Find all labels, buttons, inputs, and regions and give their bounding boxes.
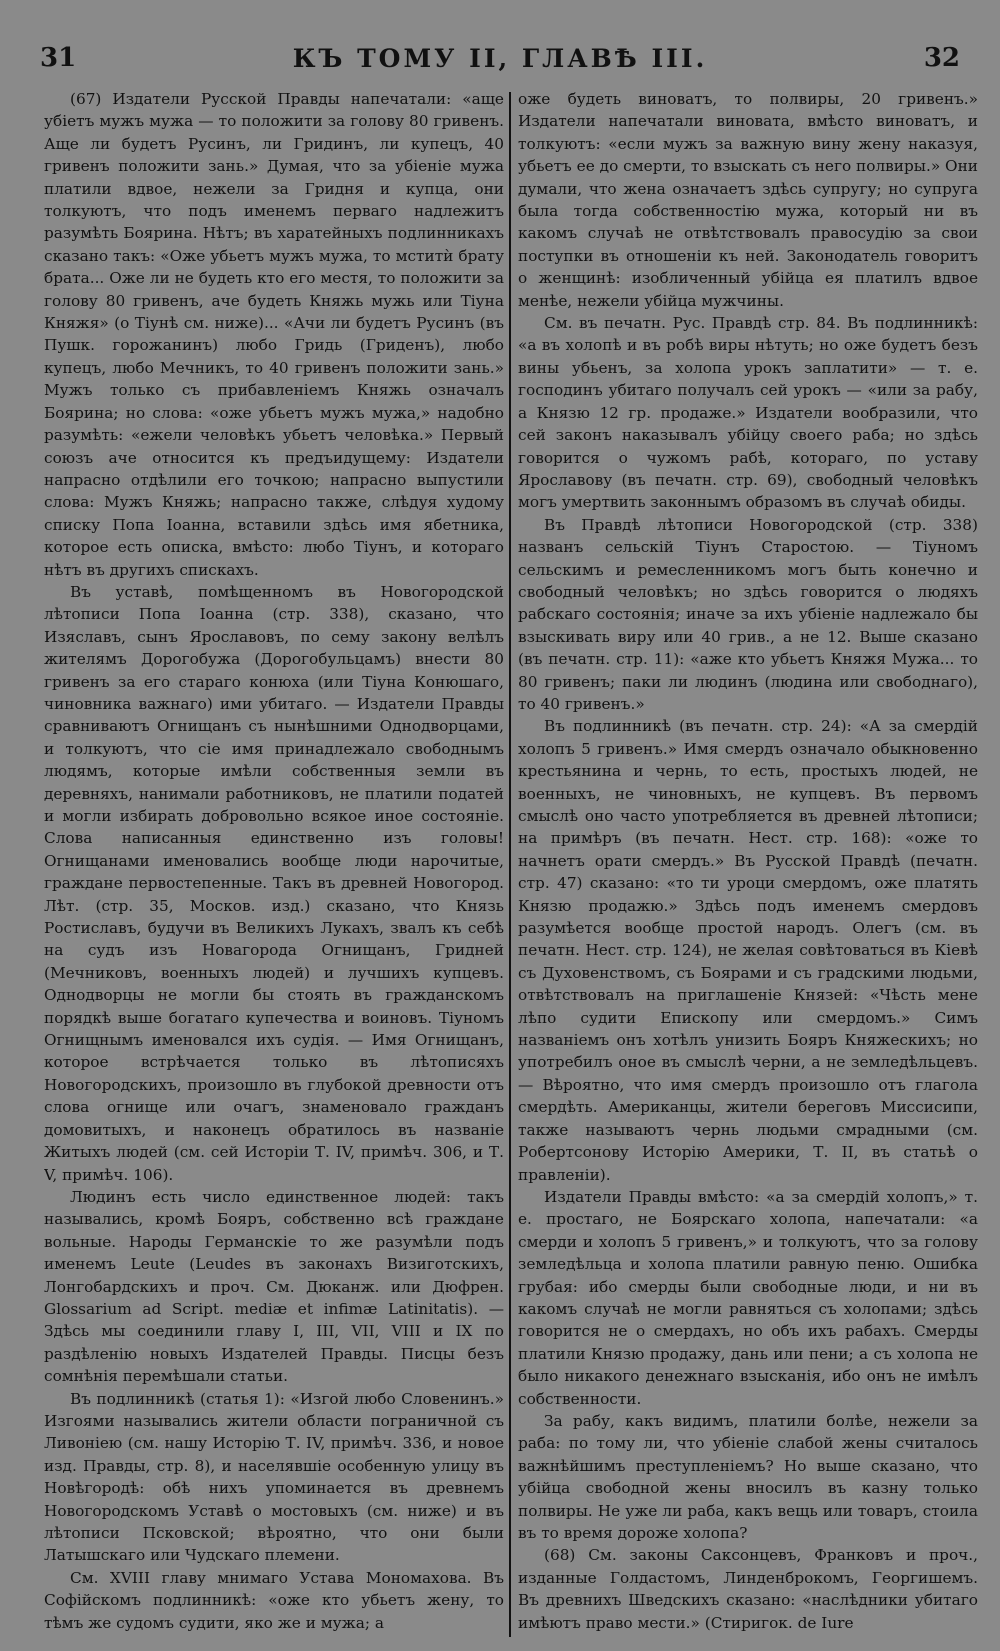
running-title: КЪ ТОМУ II, ГЛАВѢ III.	[292, 43, 708, 73]
left-column	[44, 88, 504, 1633]
paragraph: Въ Правдѣ лѣтописи Новогородской (стр. 338) названъ сельскій Тіунъ Старостою. — Тіуномъ сельскимъ и ремесленникомъ могъ быть конечно и свободный человѣкъ; но здѣсь говорится о людяхъ рабскаго состоянія; иначе за ихъ убіеніе надлежало бы взыскивать виру или 40 грив., а не 12. Выше сказано (въ печатн. стр. 11): «аже кто убьетъ Княжя Мужа... то 80 гривенъ; паки ли людинъ (людина или свободнаго), то 40 гривенъ.»	[518, 515, 978, 713]
paragraph: Въ подлинникѣ (въ печатн. стр. 24): «А за смердій холопъ 5 гривенъ.» Имя смердъ означало обыкновенно крестьянина и чернь, то есть, простыхъ людей, не военныхъ, не чиновныхъ, не купцевъ. Въ первомъ смыслѣ оно часто употребляется въ древней лѣтописи; на примѣръ (въ печатн. Нест. стр. 168): «оже то начнетъ орати смердъ.» Въ Русской Правдѣ (печатн. стр. 47) сказано: «то ти уроци смердомъ, оже платять Князю продажю.» Здѣсь подъ именемъ смердовъ разумѣется вообще простой народъ. Олегъ (см. въ печатн. Нест. стр. 124), не желая совѣтоваться въ Кіевѣ съ Духовенствомъ, съ Боярами и съ градскими людьми, отвѣтствовалъ на приглашеніе Князей: «Чѣсть мене лѣпо судити Епископу или смердомъ.» Симъ названіемъ онъ хотѣлъ унизить Бояръ Княжескихъ; но употребилъ оное въ смыслѣ черни, а не земледѣльцевъ. — Вѣроятно, что имя смердъ произошло отъ глагола смердѣть. Американцы, жители береговъ Миссисипи, также называютъ чернь людьми смрадными (см. Робертсонову Исторію Америки, Т. II, въ статьѣ о правленіи).	[518, 717, 978, 1184]
paragraph: (68) См. законы Саксонцевъ, Франковъ и проч., изданные Голдастомъ, Линденброкомъ, Георгишемъ. Въ древнихъ Шведскихъ сказано: «наслѣдники убитаго имѣютъ право мести.» (Стиригок. de Iure	[518, 1546, 978, 1632]
paragraph: Людинъ есть число единственное людей: такъ назывались, кромѣ Бояръ, собственно всѣ граждане вольные. Народы Германскіе то же разумѣли подъ именемъ Leute (Leudes въ законахъ Визиготскихъ, Лонгобардскихъ и проч. См. Дюканж. или Дюфрен. Glossarium ad Script. mediæ et infimæ Latinitatis). — Здѣсь мы соединили главу I, III, VII, VIII и IX по раздѣленію новыхъ Издателей Правды. Писцы безъ сомнѣнія перемѣшали статьи.	[44, 1187, 504, 1386]
running-header	[40, 38, 960, 78]
column-divider	[509, 92, 511, 1637]
paragraph: оже будеть виноватъ, то полвиры, 20 гривенъ.» Издатели напечатали виновата, вмѣсто виноватъ, и толкуютъ: «если мужъ за важную вину жену наказуя, убьетъ ее до смерти, то взыскать съ него полвиры.» Они думали, что жена означаетъ здѣсь супругу; но супруга была тогда собственностію мужа, который ни въ какомъ случаѣ не отвѣтствовалъ правосудію за свои поступки въ отношеніи къ ней. Законодатель говоритъ о женщинѣ: изобличенный убійца ея платилъ вдвое менѣе, нежели убійца мужчины.	[518, 90, 978, 310]
paragraph: Въ уставѣ, помѣщенномъ въ Новогородской лѣтописи Попа Іоанна (стр. 338), сказано, что Изяславъ, сынъ Ярославовъ, по сему закону велѣлъ жителямъ Дорогобужа (Дорогобульцамъ) внести 80 гривенъ за его стараго конюха (или Тіуна Конюшаго, чиновника важнаго) ими убитаго. — Издатели Правды сравниваютъ Огнищанъ съ нынѣшними Однодворцами, и толкуютъ, что сіе имя принадлежало свободнымъ людямъ, которые имѣли собственныя земли въ деревняхъ, нанимали работниковъ, не платили податей и могли избирать добровольно всякое иное состояніе. Слова написанныя единственно изъ головы! Огнищанами именовались вообще люди нарочитые, граждане первостепенные. Такъ въ древней Новогород. Лѣт. (стр. 35, Москов. изд.) сказано, что Князь Ростиславъ, будучи въ Великихъ Лукахъ, звалъ къ себѣ на судъ изъ Новагорода Огнищанъ, Гридней (Мечниковъ, военныхъ людей) и лучшихъ купцевъ. Однодворцы не могли бы стоять въ гражданскомъ порядкѣ выше богатаго купечества и воиновъ. Тіуномъ Огнищнымъ именовался ихъ судія. — Имя Огнищанъ, которое встрѣчается только въ лѣтописяхъ Новогородскихъ, произошло въ глубокой древности отъ слова огнище или очагъ, знаменовало гражданъ домовитыхъ, и наконецъ обратилось въ названіе Житыхъ людей (см. сей Исторіи Т. IV, примѣч. 306, и Т. V, примѣч. 106).	[44, 582, 504, 1184]
paragraph: Въ подлинникѣ (статья 1): «Изгой любо Словенинъ.» Изгоями назывались жители области пограничной съ Ливоніею (см. нашу Исторію Т. IV, примѣч. 336, и новое изд. Правды, стр. 8), и населявшіе особенную улицу въ Новѣгородѣ: обѣ нихъ упоминается въ древнемъ Новогородскомъ Уставѣ о мостовыхъ (см. ниже) и въ лѣтописи Псковской; вѣроятно, что они были Латышскаго или Чудскаго племени.	[44, 1389, 504, 1565]
right-column	[518, 88, 978, 1633]
paragraph: См. въ печатн. Рус. Правдѣ стр. 84. Въ подлинникѣ: «а въ холопѣ и въ робѣ виры нѣтуть; но оже будетъ безъ вины убьенъ, за холопа урокъ заплатити» — т. е. господинъ убитаго получалъ сей урокъ — «или за рабу, а Князю 12 гр. продаже.» Издатели вообразили, что сей законъ наказывалъ убійцу своего раба; но здѣсь говорится о чужомъ рабѣ, котораго, по уставу Ярославову (въ печатн. стр. 69), свободный человѣкъ могъ умертвить законнымъ образомъ въ случаѣ обиды.	[518, 314, 978, 512]
paragraph: (67) Издатели Русской Правды напечатали: «аще убіетъ мужъ мужа — то положити за голову 80 гривенъ. Аще ли будетъ Русинъ, ли Гридинъ, ли купецъ, 40 гривенъ положити зань.» Думая, что за убіеніе мужа платили вдвое, нежели за Гридня и купца, они толкуютъ, что подъ именемъ перваго надлежитъ разумѣть Боярина. Нѣтъ; въ харатейныхъ подлинникахъ сказано такъ: «Оже убьетъ мужъ мужа, то мститѝ брату брата... Оже ли не будеть кто его местя, то положити за голову 80 гривенъ, аче будеть Княжь мужь или Тіуна Княжя» (о Тіунѣ см. ниже)... «Ачи ли будетъ Русинъ (въ Пушк. горожанинъ) любо Гридь (Гриденъ), любо купецъ, любо Мечникъ, то 40 гривенъ положити зань.» Мужъ только съ прибавленіемъ Княжь означалъ Боярина; но слова: «оже убьетъ мужъ мужа,» надобно разумѣть: «ежели человѣкъ убьетъ человѣка.» Первый союзъ аче относится къ предъидущему: Издатели напрасно отдѣлили его точкою; напрасно выпустили слова: Мужъ Княжь; напрасно также, слѣдуя худому списку Попа Іоанна, вставили здѣсь имя ябетника, которое есть описка, вмѣсто: любо Тіунъ, и котораго нѣтъ въ другихъ спискахъ.	[44, 90, 504, 579]
right-page-number: 32	[923, 43, 960, 73]
paragraph: За рабу, какъ видимъ, платили болѣе, нежели за раба: по тому ли, что убіеніе слабой жены считалось важнѣйшимъ преступленіемъ? Но выше сказано, что убійца свободной жены вносилъ въ казну только полвиры. Не уже ли раба, какъ вещь или товаръ, стоила въ то время дороже холопа?	[518, 1411, 978, 1542]
paragraph: См. XVIII главу мнимаго Устава Мономахова. Въ Софійскомъ подлинникѣ: «оже кто убьетъ жену, то тѣмъ же судомъ судити, яко же и мужа; а	[44, 1568, 504, 1632]
paragraph: Издатели Правды вмѣсто: «а за смердій холопъ,» т. е. простаго, не Боярскаго холопа, напечатали: «а смерди и холопъ 5 гривенъ,» и толкуютъ, что за голову земледѣльца и холопа платили равную пеню. Ошибка грубая: ибо смерды были свободные люди, и ни въ какомъ случаѣ не могли равняться съ холопами; здѣсь говорится не о смердахъ, но объ ихъ рабахъ. Смерды платили Князю продажу, дань или пени; а съ холопа не было никакого денежнаго взысканія, ибо онъ не имѣлъ собственности.	[518, 1187, 978, 1408]
left-page-number: 31	[40, 43, 77, 73]
